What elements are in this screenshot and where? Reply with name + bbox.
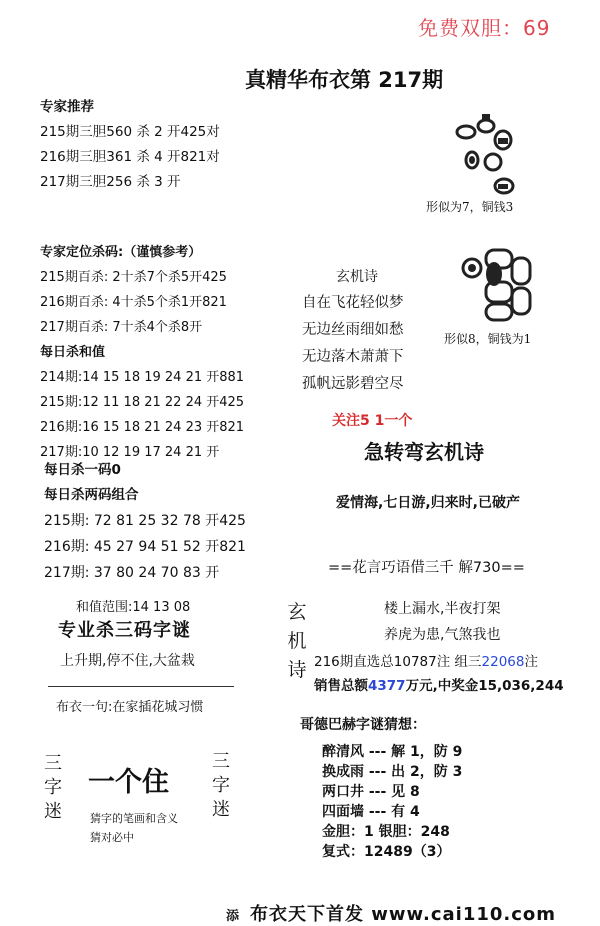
three-code-text: 上升期,停不住,大盆栽 xyxy=(60,653,195,669)
daily-sum-line: 214期:14 15 18 19 24 21 开881 xyxy=(40,370,245,385)
sharp-turn-heading: 急转弯玄机诗 xyxy=(364,440,484,464)
goldbach-list xyxy=(322,742,462,862)
sales-line-1 xyxy=(314,650,538,670)
riddle-note: 猜字的笔画和含义 xyxy=(90,812,178,825)
coin-shape-7-illustration xyxy=(448,110,528,200)
sales-text: 注 xyxy=(524,654,538,670)
focus-label: 关注5 1一个 xyxy=(332,413,413,429)
sales-text: 销售总额 xyxy=(314,678,368,694)
free-double-badge: 免费双胆：69 xyxy=(418,16,551,40)
daily-sum-line: 216期:16 15 18 21 24 23 开821 xyxy=(40,420,245,435)
coin-shape-8-illustration xyxy=(456,244,546,324)
daily-one-heading: 每日杀一码0 xyxy=(44,462,121,478)
positional-heading: 专家定位杀码:（谨慎参考） xyxy=(40,245,202,260)
flower-line: ==花言巧语借三千 解730== xyxy=(328,560,525,576)
sales-number: 4377 xyxy=(368,678,406,694)
sales-line-2 xyxy=(314,674,564,694)
goldbach-line: 四面墙 --- 有 4 xyxy=(322,804,420,820)
goldbach-line: 金胆：1 银胆：248 xyxy=(322,824,450,840)
love-line: 爱情海,七日游,归来时,已破产 xyxy=(336,495,520,511)
sales-number: 22068 xyxy=(481,654,525,670)
page-title: 真精华布衣第 217期 xyxy=(245,68,444,92)
xuanji-line: 楼上漏水,半夜打架 xyxy=(384,601,501,617)
goldbach-line: 两口井 --- 见 8 xyxy=(322,784,420,800)
daily-one-line: 216期: 45 27 94 51 52 开821 xyxy=(44,539,246,555)
pic2-caption: 形似8，铜钱为1 xyxy=(444,332,532,346)
mystic-poem xyxy=(302,290,404,398)
riddle-note: 猜对必中 xyxy=(90,831,134,844)
expert-line: 216期三胆361 杀 4 开821对 xyxy=(40,149,220,165)
three-code-heading: 专业杀三码字谜 xyxy=(58,620,191,641)
daily-sum-heading: 每日杀和值 xyxy=(40,345,106,360)
riddle-main: 一个住 xyxy=(88,767,169,798)
sales-text: 万元,中奖金15,036,244 xyxy=(405,678,564,694)
buyi-line: 布衣一句:在家插花城习惯 xyxy=(56,700,204,715)
positional-line: 215期百杀: 2十杀7个杀5开425 xyxy=(40,270,227,285)
sum-range: 和值范围:14 13 08 xyxy=(76,600,191,615)
expert-line: 215期三胆560 杀 2 开425对 xyxy=(40,124,220,140)
xuanji-line: 养虎为患,气煞我也 xyxy=(384,627,501,643)
daily-sum-line: 215期:12 11 18 21 22 24 开425 xyxy=(40,395,245,410)
goldbach-heading: 哥德巴赫字谜猜想： xyxy=(300,717,426,733)
goldbach-line: 复式：12489（3） xyxy=(322,844,451,860)
poem-line: 无边丝雨细如愁 xyxy=(302,322,404,338)
expert-line: 217期三胆256 杀 3 开 xyxy=(40,174,181,190)
goldbach-line: 醉清风 --- 解 1，防 9 xyxy=(322,744,463,760)
poem-line: 自在飞花轻似梦 xyxy=(302,295,404,311)
mystic-poem-heading: 玄机诗 xyxy=(336,269,378,285)
daily-one-section xyxy=(44,458,246,586)
daily-sum-line: 217期:10 12 19 17 24 21 开 xyxy=(40,445,220,460)
positional-section xyxy=(40,240,244,465)
sales-text: 216期直选总10787注 组三 xyxy=(314,654,482,670)
poem-line: 孤帆远影碧空尽 xyxy=(302,376,404,392)
goldbach-line: 换成雨 --- 出 2，防 3 xyxy=(322,764,463,780)
divider xyxy=(48,686,234,687)
footer-text: 布衣天下首发 www.cai110.com xyxy=(250,904,557,925)
riddle-right-vertical: 三字迷 xyxy=(212,751,230,820)
footer xyxy=(226,900,556,926)
xuanji-vertical: 玄机诗 xyxy=(287,601,307,681)
positional-line: 216期百杀: 4十杀5个杀1开821 xyxy=(40,295,227,310)
positional-line: 217期百杀: 7十杀4个杀8开 xyxy=(40,320,203,335)
pic1-caption: 形似为7，铜钱3 xyxy=(426,200,514,214)
riddle-left-vertical: 三字迷 xyxy=(44,753,62,822)
poem-line: 无边落木萧萧下 xyxy=(302,349,404,365)
daily-one-line: 215期: 72 81 25 32 78 开425 xyxy=(44,513,246,529)
expert-heading: 专家推荐 xyxy=(40,99,94,115)
footer-mark: 添 xyxy=(226,909,241,924)
expert-section xyxy=(40,95,220,195)
daily-one-line: 217期: 37 80 24 70 83 开 xyxy=(44,565,220,581)
daily-two-heading: 每日杀两码组合 xyxy=(44,487,139,503)
